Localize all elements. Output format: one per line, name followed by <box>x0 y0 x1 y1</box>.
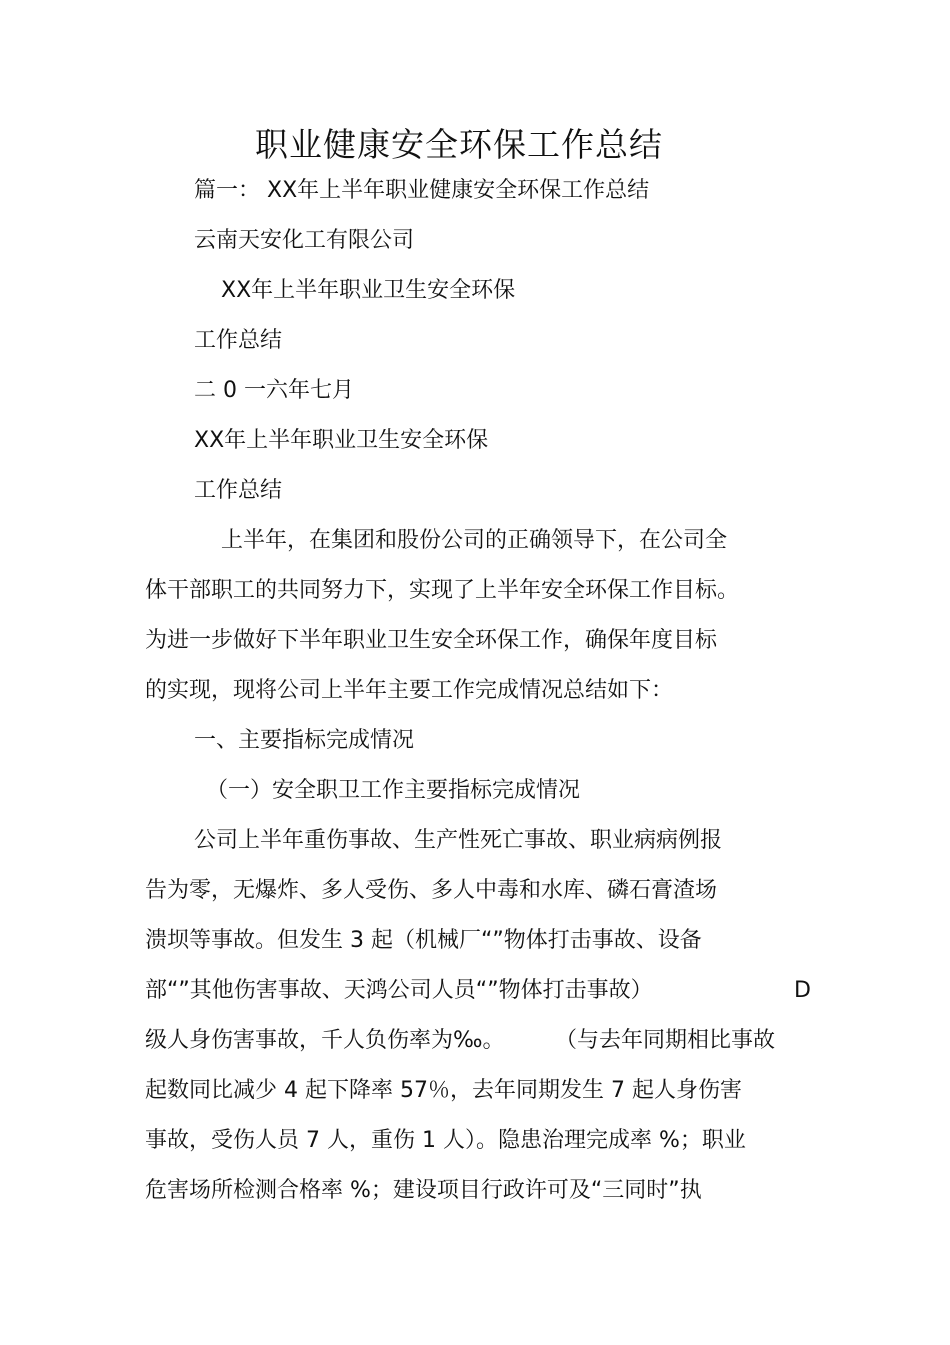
section-heading: 篇一： XX年上半年职业健康安全环保工作总结 <box>194 178 650 203</box>
company-name: 云南天安化工有限公司 <box>194 228 415 253</box>
report-title-line-2: 工作总结 <box>194 328 283 353</box>
report-date: 二 0 一六年七月 <box>194 378 354 403</box>
injury-grade-letter: D <box>794 978 811 1003</box>
body-paragraph-line: 体干部职工的共同努力下，实现了上半年安全环保工作目标。 <box>145 578 740 603</box>
report-title-line-1: XX年上半年职业卫生安全环保 <box>221 278 516 303</box>
body-paragraph-line: 事故，受伤人员 7 人，重伤 1 人）。隐患治理完成率 %；职业 <box>145 1128 746 1153</box>
body-paragraph-line: 的实现，现将公司上半年主要工作完成情况总结如下： <box>145 678 674 703</box>
body-paragraph-segment: （与去年同期相比事故 <box>555 1028 776 1053</box>
body-paragraph-line: 溃坝等事故。但发生 3 起（机械厂“”物体打击事故、设备 <box>145 928 702 953</box>
body-paragraph-line: 告为零，无爆炸、多人受伤、多人中毒和水库、磷石膏渣场 <box>145 878 718 903</box>
report-heading-line-1: XX年上半年职业卫生安全环保 <box>194 428 489 453</box>
body-paragraph-line: 公司上半年重伤事故、生产性死亡事故、职业病病例报 <box>194 828 723 853</box>
body-paragraph-line: 危害场所检测合格率 %；建设项目行政许可及“三同时”执 <box>145 1178 702 1203</box>
body-paragraph-line: 上半年，在集团和股份公司的正确领导下，在公司全 <box>221 528 728 553</box>
body-paragraph-line: 级人身伤害事故，千人负伤率为‰。 <box>145 1028 505 1053</box>
report-heading-line-2: 工作总结 <box>194 478 283 503</box>
body-paragraph-line: 部“”其他伤害事故、天鸿公司人员“”物体打击事故） <box>145 978 653 1003</box>
document-title: 职业健康安全环保工作总结 <box>255 125 663 164</box>
section-heading-1: 一、主要指标完成情况 <box>194 728 415 753</box>
subsection-heading-1: （一）安全职卫工作主要指标完成情况 <box>206 778 581 803</box>
body-paragraph-line: 为进一步做好下半年职业卫生安全环保工作，确保年度目标 <box>145 628 718 653</box>
body-paragraph-line: 起数同比减少 4 起下降率 57％，去年同期发生 7 起人身伤害 <box>145 1078 742 1103</box>
